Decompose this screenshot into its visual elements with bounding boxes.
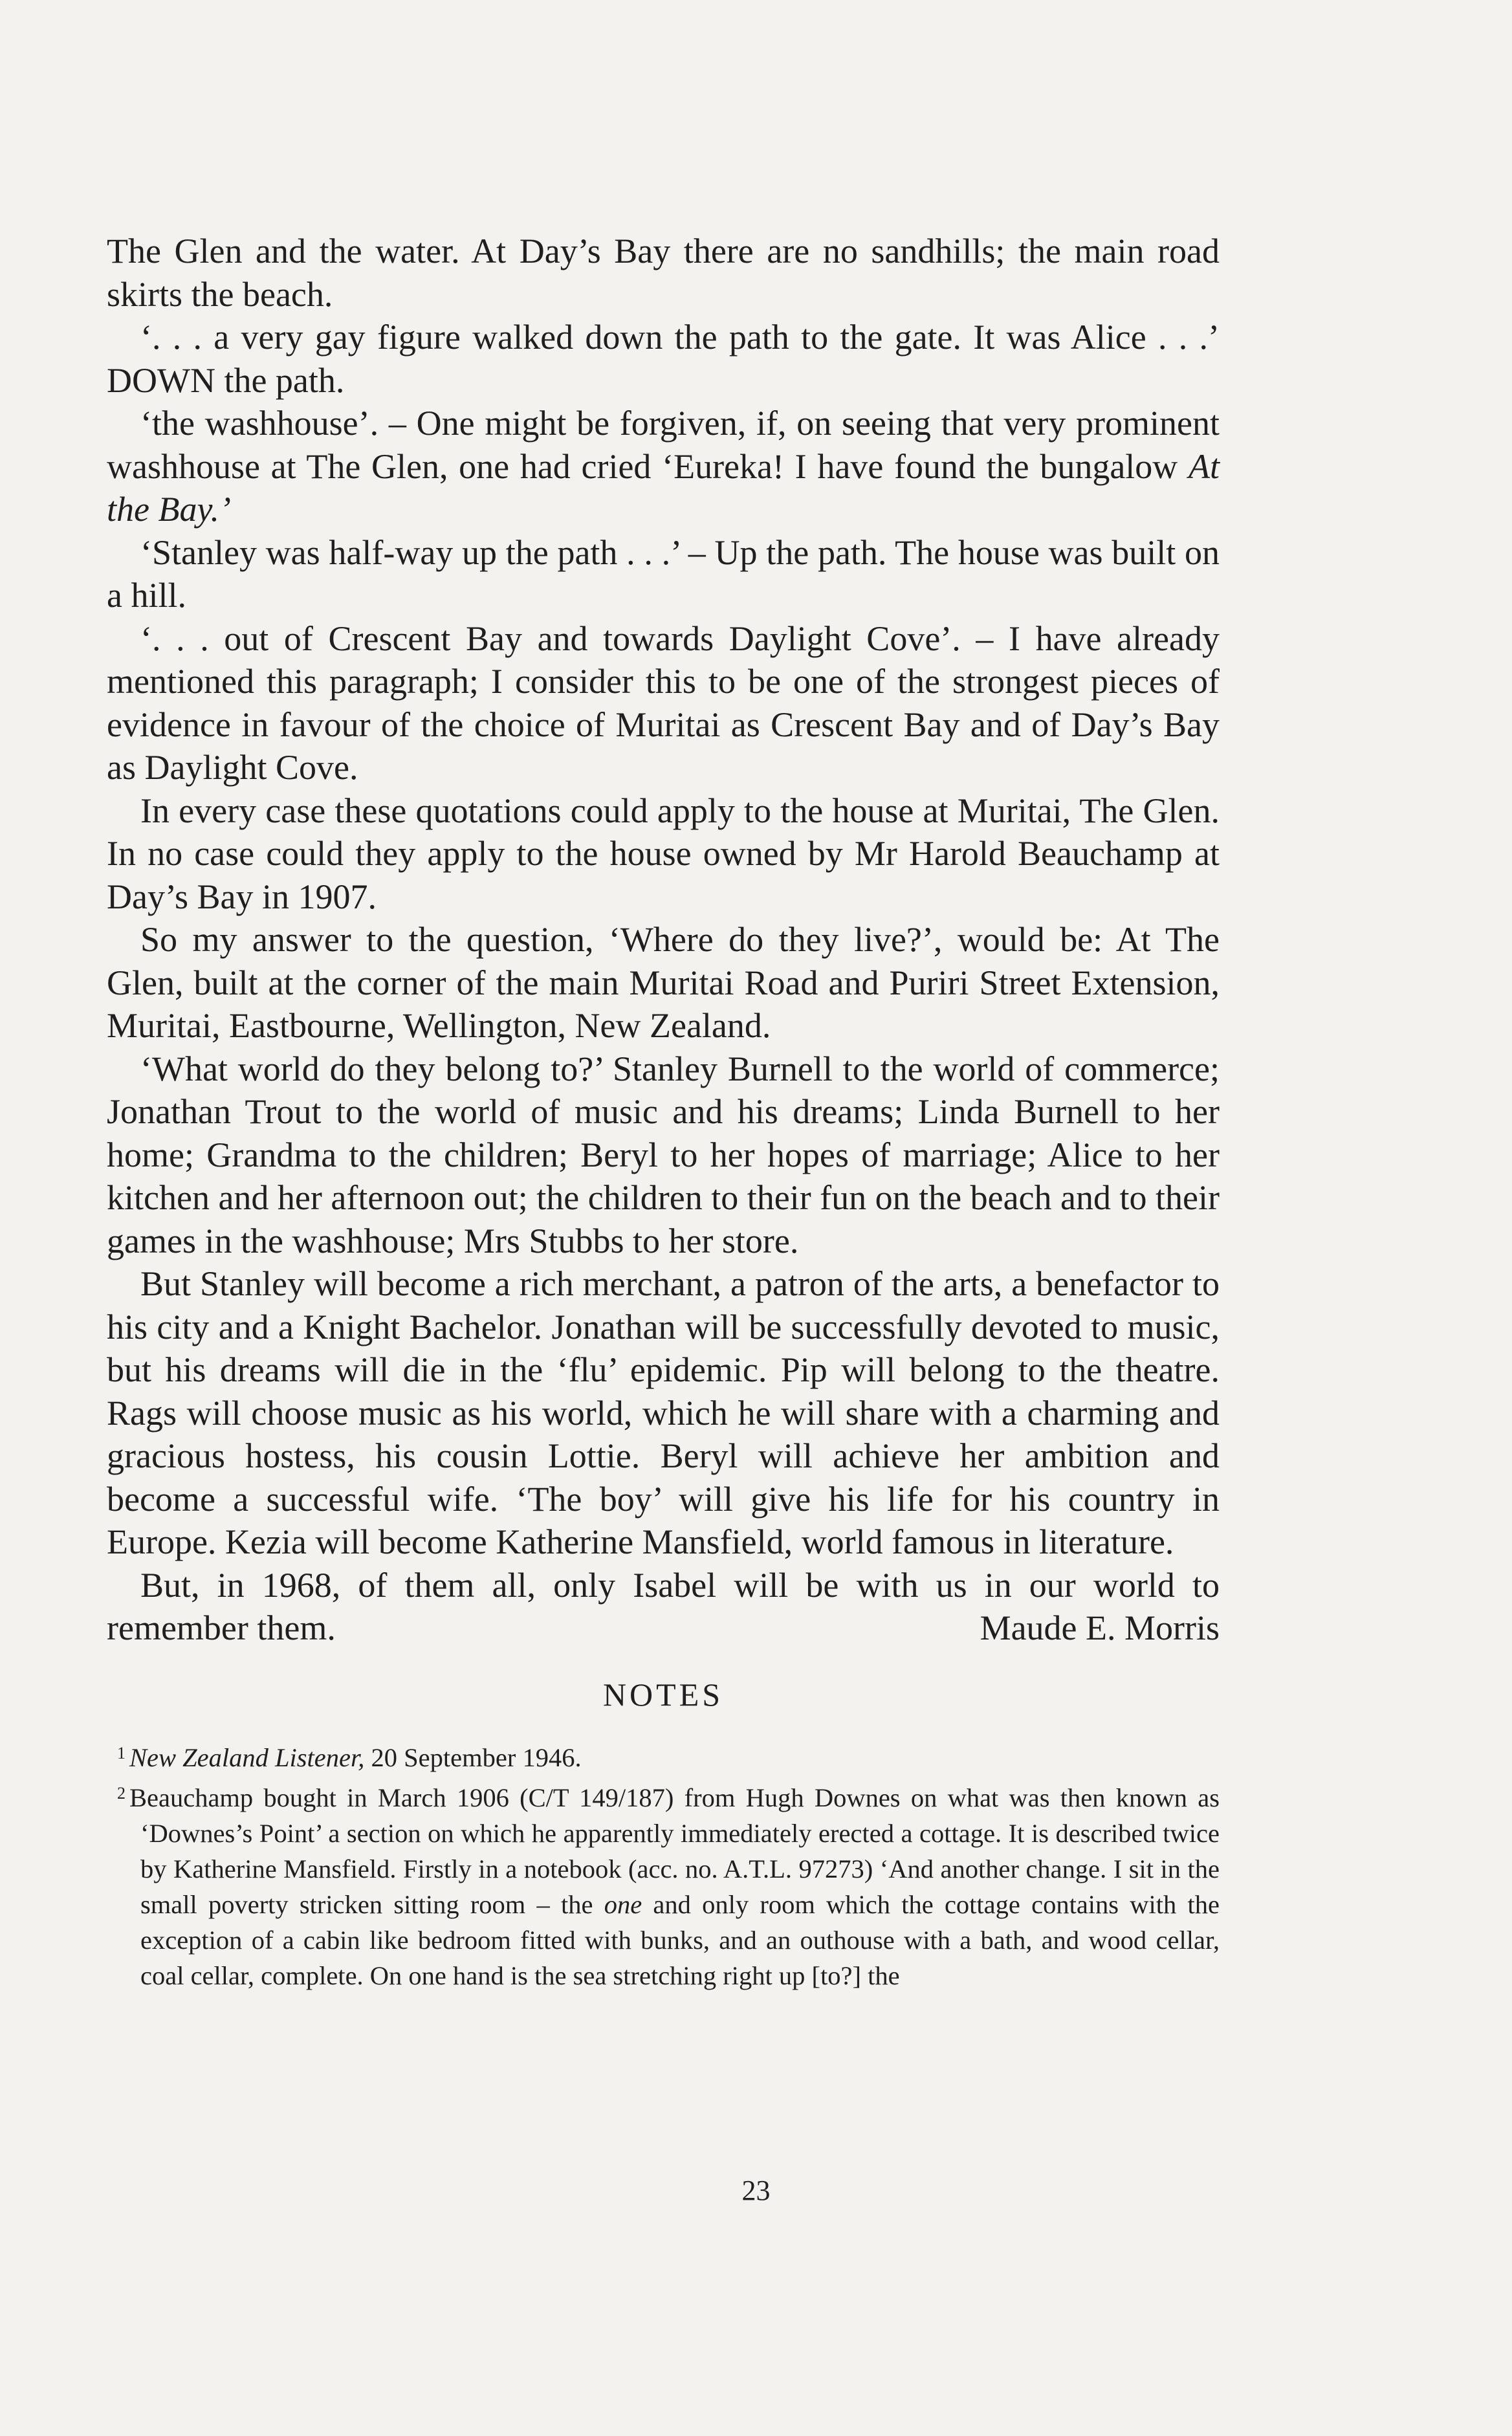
notes-section bbox=[107, 1735, 1220, 1993]
note-1-text: 20 September 1946. bbox=[364, 1742, 582, 1772]
note-2-text-after: and only room which the cottage contains with the exception of a cabin like bedroom fitted with bunks, and an outhouse with a bath, and wood cellar, coal cellar, complete. On one hand is the sea stretching right up [to?] the bbox=[140, 1889, 1220, 1990]
paragraph-2: ‘. . . a very gay figure walked down the path to the gate. It was Alice . . .’ DOWN the path. bbox=[107, 318, 1220, 400]
page-content bbox=[107, 230, 1220, 1993]
note-1-source: New Zealand Listener, bbox=[129, 1742, 365, 1772]
note-1 bbox=[107, 1735, 1220, 1775]
notes-heading: NOTES bbox=[602, 1676, 724, 1713]
note-2-text-before: Beauchamp bought in March 1906 (C/T 149/187) from Hugh Downes on what was then known as ‘Downes’s Point’ a section on which he apparently immediately erected a cottage. It is described twice by Katherine Mansfield. Firstly in a notebook (acc. no. A.T.L. 97273) ‘And another change. I sit in the small poverty stricken sitting room – the bbox=[129, 1783, 1220, 1919]
paragraph-3-title: At the Bay.’ bbox=[107, 446, 1220, 529]
paragraph-7: So my answer to the question, ‘Where do they live?’, would be: At The Glen, built at the corner of the main Muritai Road and Puriri Street Extension, Muritai, Eastbourne, Wellington, New Zealand. bbox=[107, 920, 1220, 1045]
page-number: 23 bbox=[741, 2175, 771, 2206]
paragraph-1: The Glen and the water. At Day’s Bay there are no sandhills; the main road skirts the beach. bbox=[107, 232, 1220, 314]
note-2-number: 2 bbox=[117, 1783, 126, 1803]
closing-paragraph: But, in 1968, of them all, only Isabel will be with us in our world to bbox=[140, 1565, 1220, 1605]
author-signature: Maude E. Morris bbox=[980, 1608, 1220, 1647]
paragraph-6: In every case these quotations could apply to the house at Muritai, The Glen. In no case could they apply to the house owned by Mr Harold Beauchamp at Day’s Bay in 1907. bbox=[107, 791, 1220, 916]
paragraph-9: But Stanley will become a rich merchant, a patron of the arts, a benefactor to his city and a Knight Bachelor. Jonathan will be successfully devoted to music, but his dreams will die in the ‘flu’ epidemic. Pip will belong to the theatre. Rags will choose music as his world, which he will share with a charming and gracious hostess, his cousin Lottie. Beryl will achieve her ambition and become a successful wife. ‘The boy’ will give his life for his country in Europe. Kezia will become Katherine Mansfield, world famous in literature. bbox=[107, 1264, 1220, 1561]
note-2-emphasis: one bbox=[604, 1889, 642, 1919]
note-2 bbox=[107, 1775, 1220, 1993]
paragraph-5: ‘. . . out of Crescent Bay and towards Daylight Cove’. – I have already mentioned this paragraph; I consider this to be one of the strongest pieces of evidence in favour of the choice of Muritai as Crescent Bay and of Day’s Bay as Daylight Cove. bbox=[107, 619, 1220, 787]
paragraph-3 bbox=[107, 402, 1220, 531]
note-1-number: 1 bbox=[117, 1743, 126, 1762]
closing-signature-line bbox=[107, 1607, 1220, 1650]
paragraph-3-text: ‘the washhouse’. – One might be forgiven, if, on seeing that very prominent washhouse at The Glen, one had cried ‘Eureka! I have found the bungalow bbox=[107, 404, 1220, 486]
paragraph-4: ‘Stanley was half-way up the path . . .’ – Up the path. The house was built on a hill. bbox=[107, 532, 1220, 615]
closing-final-words: remember them. bbox=[107, 1608, 336, 1647]
paragraph-8: ‘What world do they belong to?’ Stanley Burnell to the world of commerce; Jonathan Trout to the world of music and his dreams; Linda Burnell to her home; Grandma to the children; Beryl to her hopes of marriage; Alice to her kitchen and her afternoon out; the children to their fun on the beach and to their games in the washhouse; Mrs Stubbs to her store. bbox=[107, 1049, 1220, 1260]
body-text bbox=[107, 230, 1220, 1650]
